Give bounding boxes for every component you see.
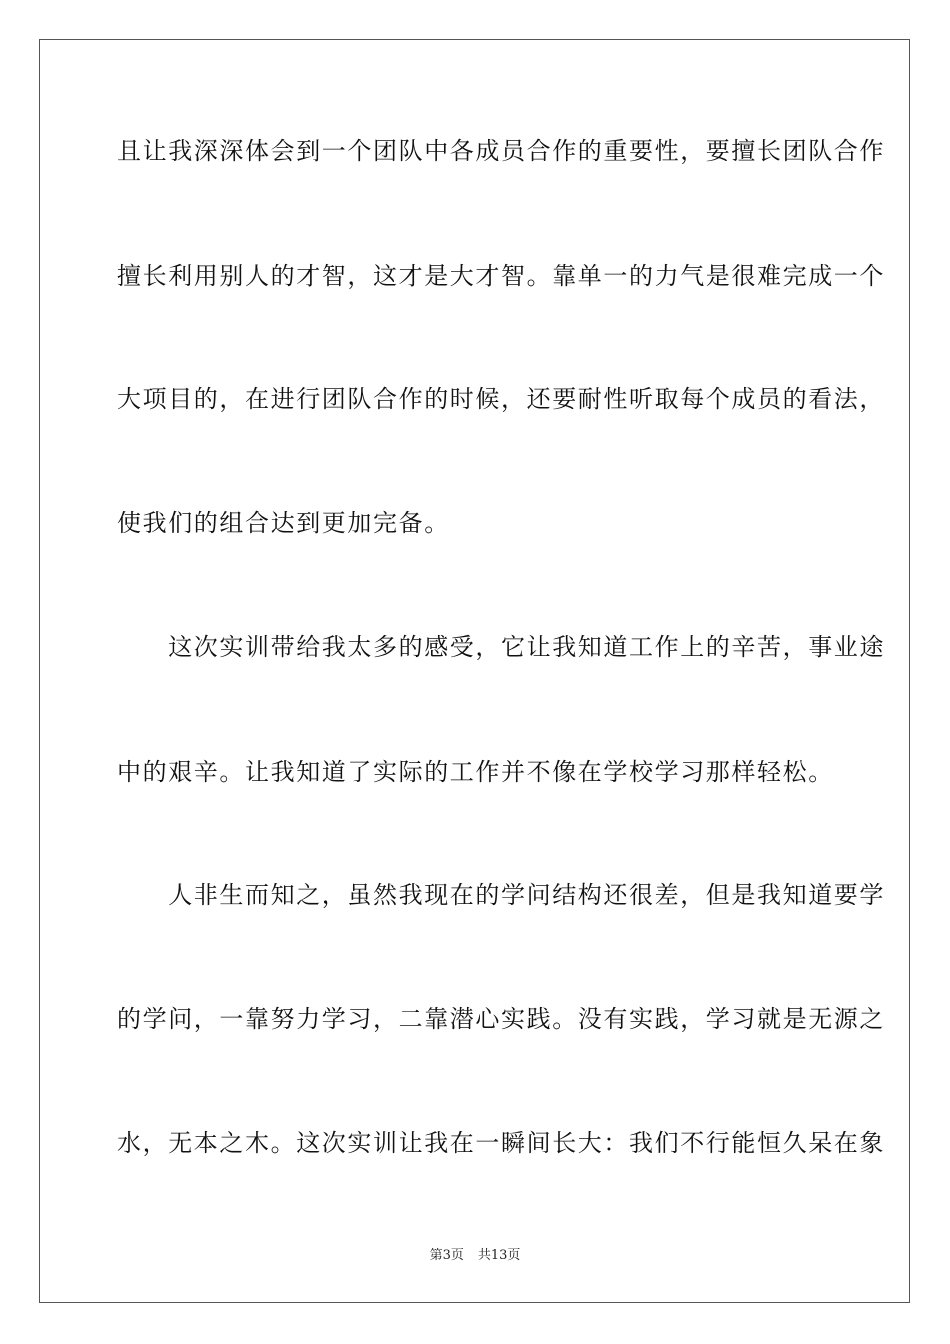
body-text-line: 擅长利用别人的才智，这才是大才智。靠单一的力气是很难完成一个	[117, 262, 885, 290]
page-border	[39, 39, 910, 1303]
page-number: 第3页	[429, 1248, 464, 1263]
page-total: 共13页	[477, 1248, 521, 1263]
page-footer	[0, 1247, 950, 1265]
body-text-line: 人非生而知之，虽然我现在的学问结构还很差，但是我知道要学	[117, 881, 885, 909]
body-text-line: 使我们的组合达到更加完备。	[117, 509, 450, 537]
body-text-line: 大项目的，在进行团队合作的时候，还要耐性听取每个成员的看法，	[117, 385, 885, 413]
body-text-line: 的学问，一靠努力学习，二靠潜心实践。没有实践，学习就是无源之	[117, 1005, 885, 1033]
body-text-line: 水，无本之木。这次实训让我在一瞬间长大：我们不行能恒久呆在象	[117, 1129, 885, 1157]
body-text-line: 中的艰辛。让我知道了实际的工作并不像在学校学习那样轻松。	[117, 758, 834, 786]
body-text-line: 且让我深深体会到一个团队中各成员合作的重要性，要擅长团队合作	[117, 137, 885, 165]
body-text-line: 这次实训带给我太多的感受，它让我知道工作上的辛苦，事业途	[117, 633, 885, 661]
